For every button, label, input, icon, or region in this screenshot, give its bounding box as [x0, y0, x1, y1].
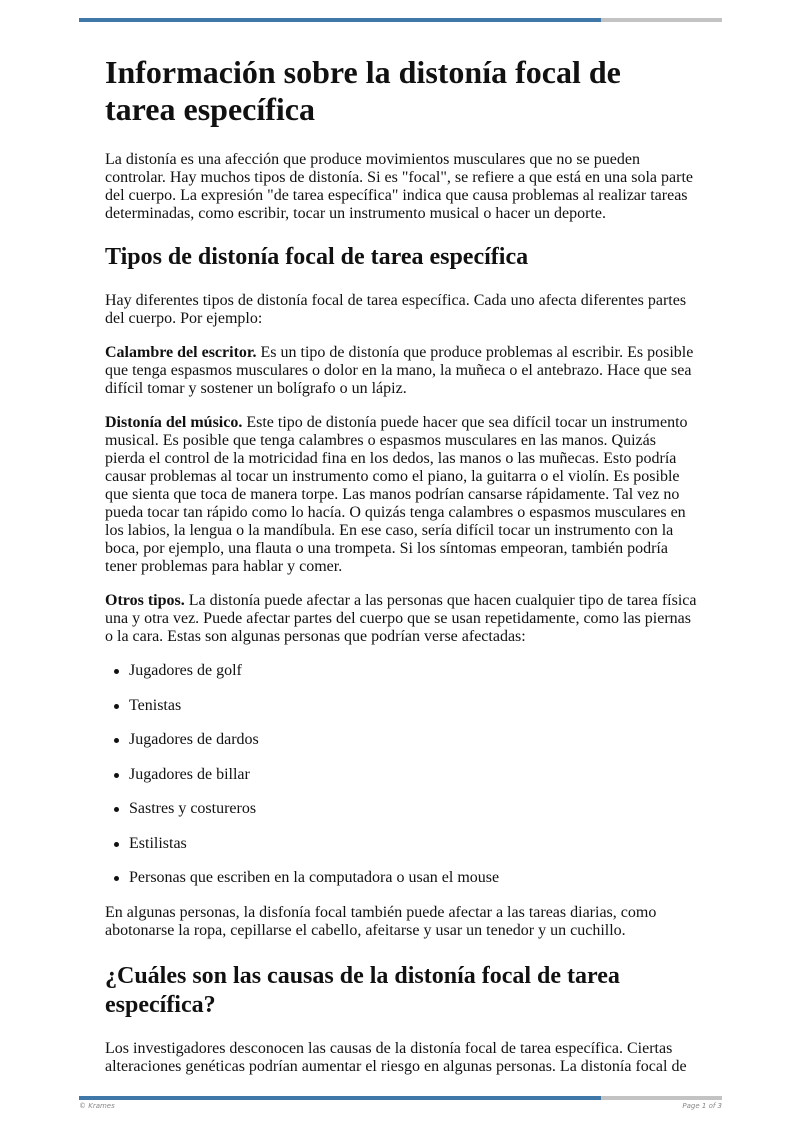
causes-paragraph: Los investigadores desconocen las causas de la distonía focal de tarea específica. Ciertas alteraciones genéticas podrían aumentar el riesgo en algunas personas. La distonía focal de: [105, 1040, 687, 1075]
list-item: Sastres y costureros: [129, 800, 697, 818]
footer-accent-bar: [79, 1096, 722, 1100]
musician-dystonia-paragraph: [105, 414, 697, 576]
list-item: Estilistas: [129, 835, 697, 853]
list-item: Tenistas: [129, 697, 697, 715]
footer-page-number: Page 1 of 3: [682, 1102, 722, 1110]
header-bar-blue: [79, 18, 601, 22]
other-types-paragraph: [105, 592, 697, 646]
header-bar-gray: [601, 18, 722, 22]
section-heading-types: Tipos de distonía focal de tarea específica: [105, 244, 529, 270]
section-heading-causes: ¿Cuáles son las causas de la distonía focal de tarea específica?: [105, 963, 620, 1018]
list-item: Jugadores de golf: [129, 662, 697, 680]
musician-dystonia-text: Este tipo de distonía puede hacer que sea difícil tocar un instrumento musical. Es posible que tenga calambres o espasmos musculares en las manos. Quizás pierda el control de la motricidad fina en los dedos, las manos o las muñecas. Esto podría causar problemas al tocar un instrumento como el piano, la guitarra o el violín. Es posible que sienta que toca de manera torpe. Las manos podrían cansarse rápidamente. Tal vez no pueda tocar tan rápido como lo hacía. O quizás tenga calambres o espasmos musculares en los labios, la lengua o la mandíbula. En ese caso, sería difícil tocar un instrumento con la boca, por ejemplo, una flauta o una trompeta. Si los síntomas empeoran, también podría tener problemas para hablar y comer.: [105, 414, 688, 575]
document-content: [105, 54, 697, 1076]
daily-tasks-paragraph: En algunas personas, la disfonía focal también puede afectar a las tareas diarias, como abotonarse la ropa, cepillarse el cabello, afeitarse y usar un tenedor y un cuchillo.: [105, 904, 657, 939]
list-item: Jugadores de billar: [129, 766, 697, 784]
types-intro-paragraph: Hay diferentes tipos de distonía focal de tarea específica. Cada uno afecta diferentes partes del cuerpo. Por ejemplo:: [105, 292, 687, 327]
writer-cramp-term: Calambre del escritor.: [105, 344, 257, 361]
list-item: Personas que escriben en la computadora o usan el mouse: [129, 869, 697, 887]
musician-dystonia-term: Distonía del músico.: [105, 414, 243, 431]
footer-copyright: © Krames: [79, 1102, 115, 1110]
list-item: Jugadores de dardos: [129, 731, 697, 749]
intro-paragraph: La distonía es una afección que produce movimientos musculares que no se pueden controlar. Hay muchos tipos de distonía. Si es "focal", se refiere a que está en una sola parte del cuerpo. La expresión "de tarea específica" indica que causa problemas al realizar tareas determinadas, como escribir, tocar un instrumento musical o hacer un deporte.: [105, 151, 693, 222]
writer-cramp-paragraph: [105, 344, 697, 398]
other-types-term: Otros tipos.: [105, 592, 185, 609]
footer-bar-blue: [79, 1096, 601, 1100]
writer-cramp-text: Es un tipo de distonía que produce problemas al escribir. Es posible que tenga espasmos musculares o dolor en la mano, la muñeca o el antebrazo. Hace que sea difícil tomar y sostener un bolígrafo o un lápiz.: [105, 344, 694, 397]
footer-bar-gray: [601, 1096, 722, 1100]
affected-people-list: [105, 662, 697, 887]
page-title: Información sobre la distonía focal de tarea específica: [105, 54, 621, 127]
header-accent-bar: [79, 18, 722, 22]
other-types-text: La distonía puede afectar a las personas que hacen cualquier tipo de tarea física una y otra vez. Puede afectar partes del cuerpo que se usan repetidamente, como las piernas o la cara. Estas son algunas personas que podrían verse afectadas:: [105, 592, 697, 645]
